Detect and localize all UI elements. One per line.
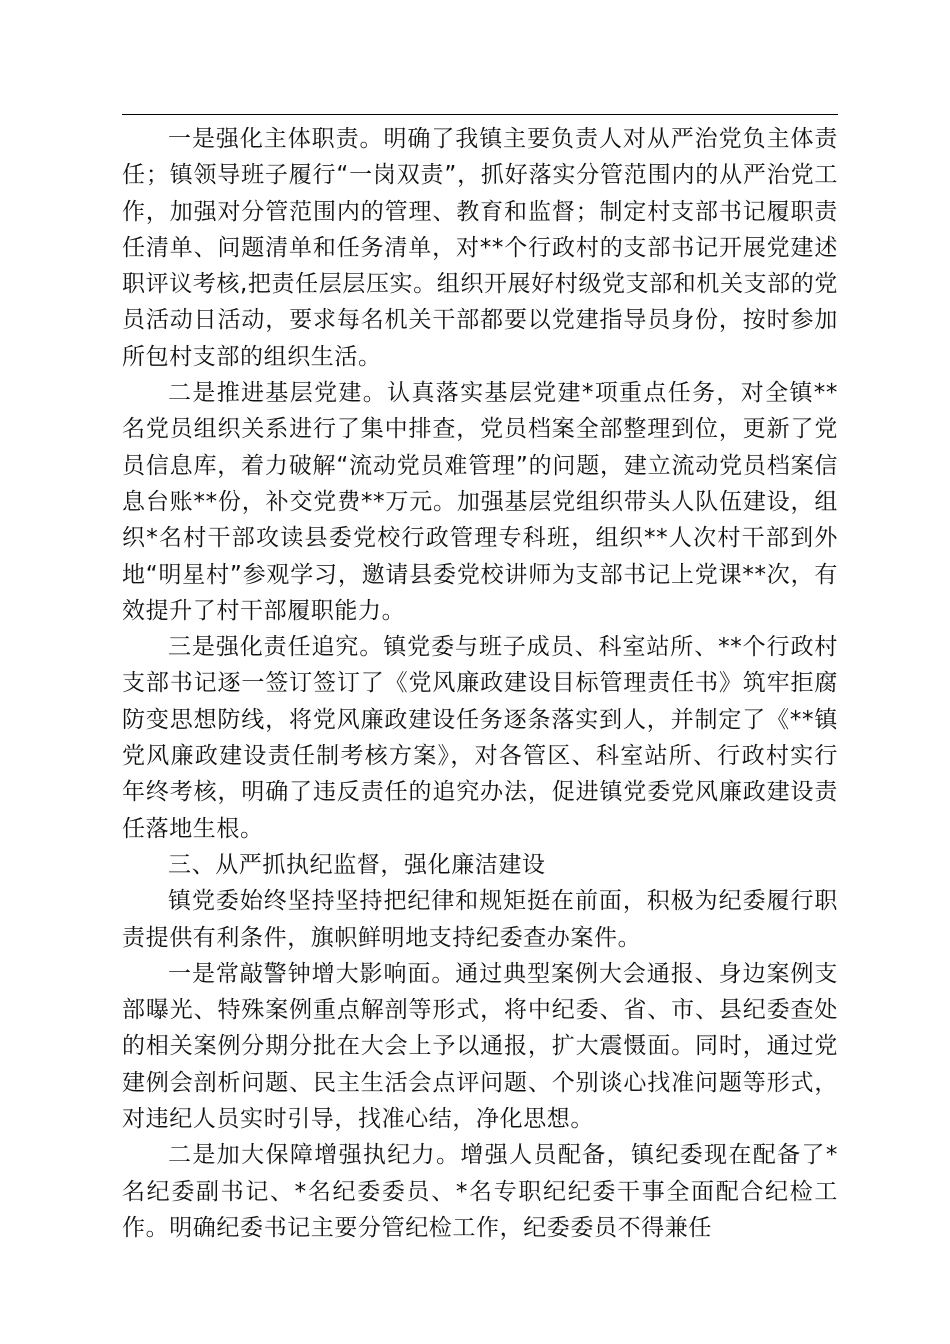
paragraph-party-committee-support: 镇党委始终坚持坚持把纪律和规矩挺在前面，积极为纪委履行职责提供有利条件，旗帜鲜明地支持纪委查办案件。: [122, 888, 838, 951]
paragraph-grassroots-party-building: 二是推进基层党建。认真落实基层党建*项重点任务，对全镇**名党员组织关系进行了集中排查，党员档案全部整理到位，更新了党员信息库，着力破解“流动党员难管理”的问题，建立流动党员档案信息台账**份，补交党费**万元。加强基层党组织带头人队伍建设，组织*名村干部攻读县委党校行政管理专科班，组织**人次村干部到外地“明星村”参观学习，邀请县委党校讲师为支部书记上党课**次，有效提升了村干部履职能力。: [122, 380, 838, 624]
header-rule: [122, 114, 838, 115]
paragraph-enforcement-guarantee: 二是加大保障增强执纪力。增强人员配备，镇纪委现在配备了*名纪委副书记、*名纪委委员、*名专职纪纪委干事全面配合纪检工作。明确纪委书记主要分管纪检工作，纪委委员不得兼任: [122, 1142, 838, 1241]
paragraph-accountability: 三是强化责任追究。镇党委与班子成员、科室站所、**个行政村支部书记逐一签订签订了《党风廉政建设目标管理责任书》筑牢拒腐防变思想防线，将党风廉政建设任务逐条落实到人，并制定了《**镇党风廉政建设责任制考核方案》，对各管区、科室站所、行政村实行年终考核，明确了违反责任的追究办法，促进镇党委党风廉政建设责任落地生根。: [122, 634, 838, 842]
section-heading-discipline-supervision: 三、从严抓执纪监督，强化廉洁建设: [168, 851, 546, 878]
paragraph-strengthen-responsibility: 一是强化主体职责。明确了我镇主要负责人对从严治党负主体责任；镇领导班子履行“一岗双责”，抓好落实分管范围内的从严治党工作，加强对分管范围内的管理、教育和监督；制定村支部书记履职责任清单、问题清单和任务清单，对**个行政村的支部书记开展党建述职评议考核,把责任层层压实。组织开展好村级党支部和机关支部的党员活动日活动，要求每名机关干部都要以党建指导员身份，按时参加所包村支部的组织生活。: [122, 126, 838, 370]
document-body: [122, 121, 838, 1246]
paragraph-warning-education: 一是常敲警钟增大影响面。通过典型案例大会通报、身边案例支部曝光、特殊案例重点解剖等形式，将中纪委、省、市、县纪委查处的相关案例分期分批在大会上予以通报，扩大震慑面。同时，通过党建例会剖析问题、民主生活会点评问题、个别谈心找准问题等形式，对违纪人员实时引导，找准心结，净化思想。: [122, 960, 838, 1133]
